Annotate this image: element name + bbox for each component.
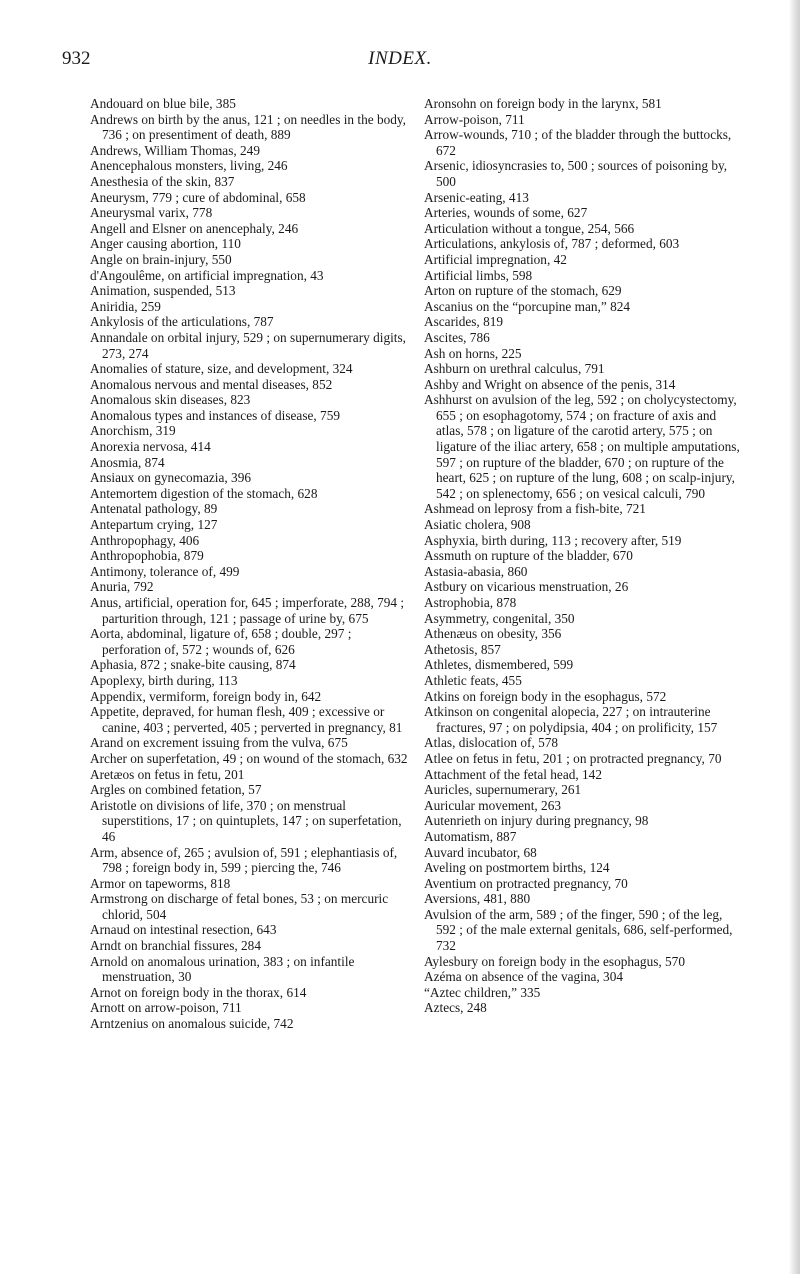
index-entry: Articulation without a tongue, 254, 566	[424, 220, 635, 236]
index-column-right	[424, 96, 742, 1016]
index-entry: Atlee on fetus in fetu, 201 ; on protracted pregnancy, 70	[424, 750, 722, 766]
index-entry: Atlas, dislocation of, 578	[424, 735, 559, 751]
index-entry: Assmuth on rupture of the bladder, 670	[424, 548, 633, 564]
index-entry: Aretæos on fetus in fetu, 201	[90, 766, 245, 782]
index-entry: Ashburn on urethral calculus, 791	[424, 361, 605, 377]
index-entry: Arm, absence of, 265 ; avulsion of, 591 ; elephantiasis of, 798 ; foreign body in, 599 ; piercing the, 746	[90, 844, 398, 876]
index-entry: Aneurysmal varix, 778	[90, 205, 213, 221]
index-entry: Argles on combined fetation, 57	[90, 782, 262, 798]
index-column-left	[90, 96, 408, 1032]
index-entry: Archer on superfetation, 49 ; on wound of the stomach, 632	[90, 750, 408, 766]
index-entry: Ashmead on leprosy from a fish-bite, 721	[424, 501, 646, 517]
index-entry: Auvard incubator, 68	[424, 844, 537, 860]
index-entry: Auricles, supernumerary, 261	[424, 782, 582, 798]
index-entry: Apoplexy, birth during, 113	[90, 672, 238, 688]
index-entry: Astasia-abasia, 860	[424, 563, 528, 579]
index-entry: Artificial limbs, 598	[424, 267, 533, 283]
index-entry: Annandale on orbital injury, 529 ; on supernumerary digits, 273, 274	[90, 329, 406, 361]
index-entry: Arnaud on intestinal resection, 643	[90, 922, 277, 938]
index-entry: Atkins on foreign body in the esophagus, 572	[424, 688, 667, 704]
index-entry: Armor on tapeworms, 818	[90, 875, 231, 891]
index-entry: Aventium on protracted pregnancy, 70	[424, 875, 628, 891]
index-entry: Arntzenius on anomalous suicide, 742	[90, 1016, 294, 1032]
index-entry: Arsenic, idiosyncrasies to, 500 ; sources of poisoning by, 500	[424, 158, 728, 189]
index-entry: “Aztec children,” 335	[424, 984, 541, 1000]
index-entry: Appetite, depraved, for human flesh, 409 ; excessive or canine, 403 ; perverted, 405 ; perverted in pregnancy, 81	[90, 704, 403, 735]
index-entry: Ash on horns, 225	[424, 345, 522, 361]
index-entry: Anomalous skin diseases, 823	[90, 392, 251, 408]
index-entry: Aversions, 481, 880	[424, 891, 531, 907]
index-entry: Aveling on postmortem births, 124	[424, 860, 610, 876]
index-entry: Andrews on birth by the anus, 121 ; on needles in the body, 736 ; on presentiment of death, 889	[90, 111, 406, 143]
index-entry: Anus, artificial, operation for, 645 ; imperforate, 288, 794 ; parturition through, 121 ; passage of urine by, 675	[90, 595, 405, 626]
index-entry: Anomalous nervous and mental diseases, 852	[90, 376, 333, 392]
index-entry: Articulations, ankylosis of, 787 ; deformed, 603	[424, 236, 680, 252]
index-entry: Azéma on absence of the vagina, 304	[424, 969, 624, 985]
index-entry: Ascanius on the “porcupine man,” 824	[424, 298, 631, 314]
index-entry: Andrews, William Thomas, 249	[90, 142, 260, 158]
index-entry: Antimony, tolerance of, 499	[90, 563, 240, 579]
index-entry: Aphasia, 872 ; snake-bite causing, 874	[90, 657, 296, 673]
index-entry: Aneurysm, 779 ; cure of abdominal, 658	[90, 189, 306, 205]
index-entry: Anesthesia of the skin, 837	[90, 173, 235, 189]
index-entry: Arnot on foreign body in the thorax, 614	[90, 984, 307, 1000]
index-entry: Artificial impregnation, 42	[424, 251, 567, 267]
index-entry: Arton on rupture of the stomach, 629	[424, 283, 622, 299]
index-entry: Ascites, 786	[424, 329, 490, 345]
index-entry: Anorexia nervosa, 414	[90, 439, 211, 455]
index-entry: Anencephalous monsters, living, 246	[90, 158, 288, 174]
index-entry: Astbury on vicarious menstruation, 26	[424, 579, 629, 595]
index-entry: Aristotle on divisions of life, 370 ; on menstrual superstitions, 17 ; on quintuplets, 147 ; on superfetation, 46	[90, 797, 402, 844]
index-entry: Arnott on arrow-poison, 711	[90, 1000, 242, 1016]
index-entry: Ashhurst on avulsion of the leg, 592 ; on cholycystectomy, 655 ; on esophagotomy, 574 ; on fracture of axis and atlas, 578 ; on ligature of the carotid artery, 575 ; on ligature of the iliac artery, 658 ; on multiple amputations, 597 ; on rupture of the bladder, 670 ; on rupture of the heart, 625 ; on rupture of the lung, 608 ; on scalp-injury, 542 ; on splenectomy, 656 ; on vesical calculi, 790	[424, 392, 740, 501]
index-entry: Ankylosis of the articulations, 787	[90, 314, 274, 330]
index-entry: Anuria, 792	[90, 579, 154, 595]
index-entry: Arteries, wounds of some, 627	[424, 205, 588, 221]
index-entry: Attachment of the fetal head, 142	[424, 766, 602, 782]
index-entry: Athenæus on obesity, 356	[424, 626, 562, 642]
index-entry: Angle on brain-injury, 550	[90, 251, 232, 267]
index-entry: Angell and Elsner on anencephaly, 246	[90, 220, 299, 236]
index-entry: Arrow-wounds, 710 ; of the bladder through the buttocks, 672	[424, 127, 732, 158]
index-entry: Asphyxia, birth during, 113 ; recovery after, 519	[424, 532, 682, 548]
index-entry: Aylesbury on foreign body in the esophagus, 570	[424, 953, 685, 969]
index-entry: Autenrieth on injury during pregnancy, 98	[424, 813, 649, 829]
index-entry: Armstrong on discharge of fetal bones, 53 ; on mercuric chlorid, 504	[90, 891, 389, 922]
page-title: INDEX.	[368, 48, 432, 69]
index-entry: Asiatic cholera, 908	[424, 517, 531, 533]
page-number: 932	[62, 48, 91, 69]
index-entry: Antenatal pathology, 89	[90, 501, 218, 517]
index-entry: Arrow-poison, 711	[424, 111, 525, 127]
index-entry: Anomalous types and instances of disease, 759	[90, 407, 341, 423]
index-entry: Ashby and Wright on absence of the penis, 314	[424, 376, 676, 392]
index-entry: Aniridia, 259	[90, 298, 161, 314]
index-entry: Anomalies of stature, size, and development, 324	[90, 361, 353, 377]
index-entry: Aztecs, 248	[424, 1000, 487, 1016]
index-entry: Animation, suspended, 513	[90, 283, 236, 299]
index-entry: Aorta, abdominal, ligature of, 658 ; double, 297 ; perforation of, 572 ; wounds of, 626	[90, 626, 352, 657]
index-entry: Anthropophagy, 406	[90, 532, 200, 548]
index-entry: Arndt on branchial fissures, 284	[90, 938, 261, 954]
index-entry: Avulsion of the arm, 589 ; of the finger, 590 ; of the leg, 592 ; of the male external genitals, 686, self-performed, 732	[424, 906, 733, 954]
index-entry: Arand on excrement issuing from the vulva, 675	[90, 735, 348, 751]
index-entry: Antepartum crying, 127	[90, 517, 218, 533]
index-entry: Anger causing abortion, 110	[90, 236, 241, 252]
index-entry: Appendix, vermiform, foreign body in, 642	[90, 688, 322, 704]
index-entry: Asymmetry, congenital, 350	[424, 610, 575, 626]
index-entry: Antemortem digestion of the stomach, 628	[90, 485, 318, 501]
index-entry: Athletes, dismembered, 599	[424, 657, 574, 673]
index-entry: Athetosis, 857	[424, 641, 501, 657]
index-entry: Arnold on anomalous urination, 383 ; on infantile menstruation, 30	[90, 953, 355, 985]
index-entry: Atkinson on congenital alopecia, 227 ; on intrauterine fractures, 97 ; on polydipsia, 404 ; on prolificity, 157	[424, 704, 718, 735]
index-entry: Anosmia, 874	[90, 454, 165, 470]
index-entry: Athletic feats, 455	[424, 672, 522, 688]
index-entry: Ascarides, 819	[424, 314, 504, 330]
index-entry: Aronsohn on foreign body in the larynx, 581	[424, 96, 662, 111]
index-entry: Ansiaux on gynecomazia, 396	[90, 470, 251, 486]
index-entry: Automatism, 887	[424, 828, 517, 844]
index-entry: Anorchism, 319	[90, 423, 176, 439]
index-entry: Anthropophobia, 879	[90, 548, 204, 564]
index-entry: d'Angoulême, on artificial impregnation, 43	[90, 267, 324, 283]
index-entry: Arsenic-eating, 413	[424, 189, 529, 205]
index-entry: Auricular movement, 263	[424, 797, 561, 813]
page-header	[0, 48, 800, 78]
index-entry: Andouard on blue bile, 385	[90, 96, 236, 111]
index-entry: Astrophobia, 878	[424, 595, 517, 610]
page-edge-shadow	[789, 0, 800, 1274]
